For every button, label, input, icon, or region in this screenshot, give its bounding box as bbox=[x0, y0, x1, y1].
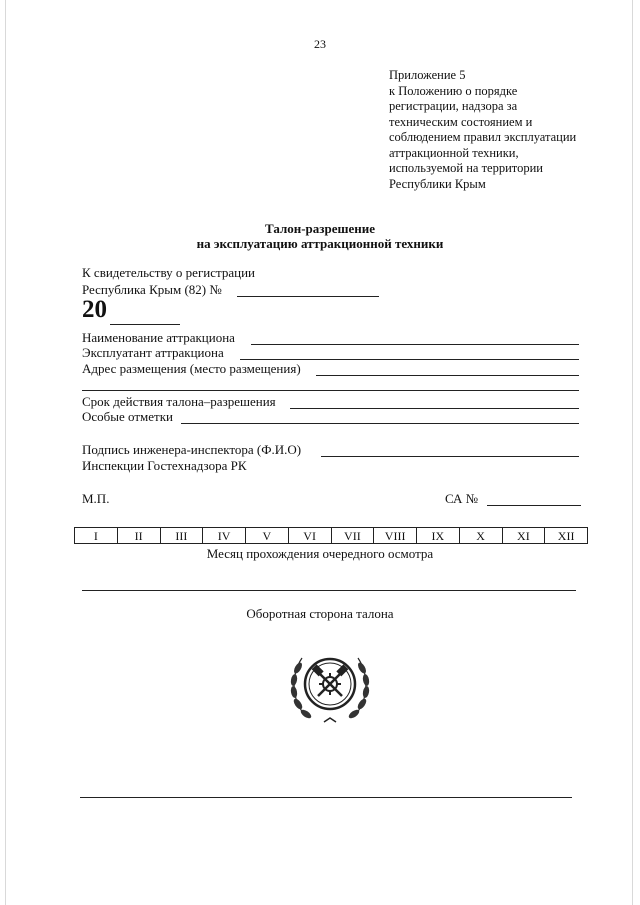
appendix-line: соблюдением правил эксплуатации bbox=[389, 130, 577, 144]
stamp-place-label: М.П. bbox=[82, 491, 110, 506]
ca-number-field[interactable] bbox=[487, 505, 581, 506]
month-cell[interactable]: VII bbox=[332, 528, 375, 543]
month-cell[interactable]: XII bbox=[557, 529, 575, 543]
special-notes-field[interactable] bbox=[181, 423, 579, 424]
registration-number-field[interactable] bbox=[237, 296, 379, 297]
special-notes-label: Особые отметки bbox=[82, 409, 173, 424]
ca-number-label: СА № bbox=[445, 491, 479, 506]
month-cell[interactable]: XI bbox=[503, 528, 546, 543]
appendix-line: техническим состоянием и bbox=[389, 114, 533, 129]
month-cell[interactable]: IX bbox=[417, 528, 460, 543]
month-cell[interactable]: IV bbox=[203, 528, 246, 543]
inspection-month-table bbox=[74, 527, 588, 544]
appendix-line: Приложение 5 bbox=[389, 68, 466, 82]
attraction-name-field[interactable] bbox=[251, 344, 579, 345]
appendix-note bbox=[389, 68, 576, 192]
document-subtitle: на эксплуатацию аттракционной техники bbox=[196, 236, 444, 251]
month-cell[interactable]: VI bbox=[289, 528, 332, 543]
attraction-name-label: Наименование аттракциона bbox=[82, 330, 235, 345]
appendix-line: Республики Крым bbox=[389, 176, 486, 191]
appendix-line: используемой на территории bbox=[389, 161, 543, 175]
year-field[interactable] bbox=[110, 324, 180, 325]
address-field-continuation[interactable] bbox=[82, 390, 579, 391]
appendix-line: к Положению о порядке bbox=[389, 83, 518, 98]
operator-label: Эксплуатант аттракциона bbox=[82, 345, 224, 360]
reverse-side-label: Оборотная сторона талона bbox=[246, 606, 394, 621]
certificate-label: К свидетельству о регистрации bbox=[82, 265, 255, 280]
separator-line bbox=[82, 590, 576, 591]
month-cell[interactable]: VIII bbox=[374, 528, 417, 543]
inspectorate-label: Инспекции Гостехнадзора РК bbox=[82, 458, 247, 473]
appendix-line: регистрации, надзора за bbox=[389, 99, 518, 113]
validity-field[interactable] bbox=[290, 408, 579, 409]
reverse-side-line[interactable] bbox=[80, 797, 572, 798]
gostekhnadzor-emblem bbox=[284, 638, 376, 730]
month-cell[interactable]: X bbox=[460, 528, 503, 543]
months-caption: Месяц прохождения очередного осмотра bbox=[206, 546, 434, 561]
month-cell[interactable]: II bbox=[118, 528, 161, 543]
address-field[interactable] bbox=[316, 375, 579, 376]
month-cell[interactable]: III bbox=[161, 528, 204, 543]
year-prefix: 20 bbox=[82, 296, 107, 323]
operator-field[interactable] bbox=[240, 359, 579, 360]
appendix-line: аттракционной техники, bbox=[389, 145, 519, 160]
page-number: 23 bbox=[314, 37, 326, 51]
signature-field[interactable] bbox=[321, 456, 579, 457]
validity-label: Срок действия талона–разрешения bbox=[82, 394, 276, 409]
address-label: Адрес размещения (место размещения) bbox=[82, 361, 301, 376]
signature-label: Подпись инженера-инспектора (Ф.И.О) bbox=[82, 442, 302, 457]
document-title: Талон-разрешение bbox=[264, 221, 376, 236]
scan-margin-left bbox=[5, 0, 6, 905]
month-cell[interactable]: V bbox=[246, 528, 289, 543]
month-cell[interactable]: I bbox=[75, 528, 118, 543]
scan-margin-right bbox=[632, 0, 633, 905]
republic-number-label: Республика Крым (82) № bbox=[82, 282, 222, 297]
